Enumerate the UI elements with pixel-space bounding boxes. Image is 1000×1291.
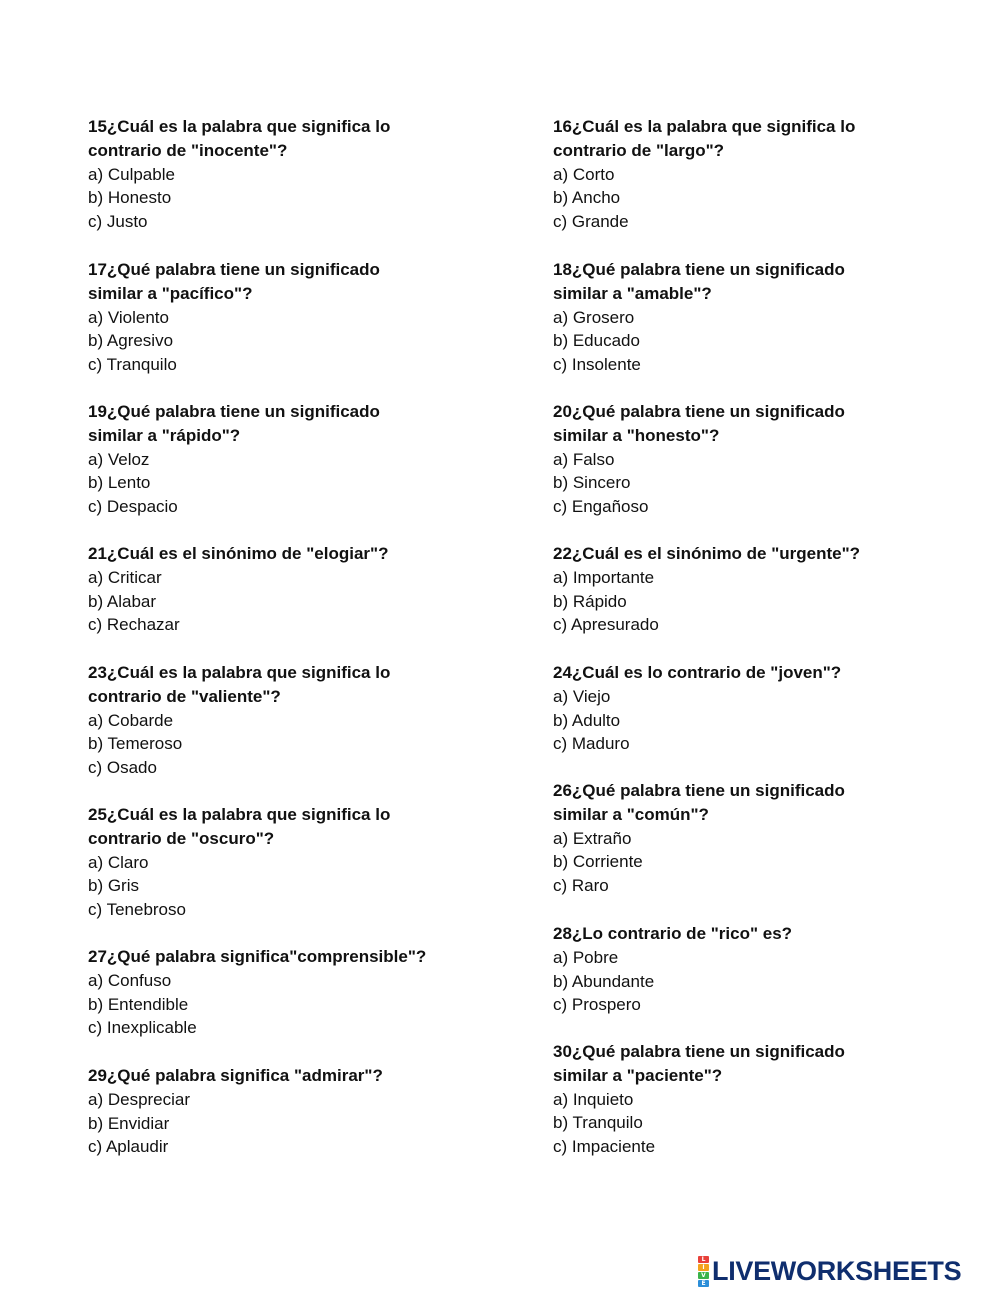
answer-option: c) Impaciente xyxy=(553,1137,656,1157)
answer-option: c) Maduro xyxy=(553,734,630,754)
answer-option: b) Rápido xyxy=(553,591,627,611)
answer-option: a) Extraño xyxy=(553,828,632,848)
question-text: 26¿Qué palabra tiene un significado xyxy=(553,781,845,800)
liveworksheets-logo xyxy=(698,1257,961,1285)
answer-option: c) Insolente xyxy=(553,355,641,375)
logo-block-v: V xyxy=(698,1272,709,1279)
question-text: 19¿Qué palabra tiene un significado xyxy=(88,402,380,421)
answer-option: c) Despacio xyxy=(88,497,178,517)
answer-option: c) Grande xyxy=(553,212,629,232)
answer-option: a) Grosero xyxy=(553,307,635,327)
question-block xyxy=(553,115,973,234)
question-text: 28¿Lo contrario de "rico" es? xyxy=(553,924,793,943)
answer-option: b) Adulto xyxy=(553,710,621,730)
question-text: similar a "rápido"? xyxy=(88,425,241,445)
question-block xyxy=(553,661,973,756)
question-block xyxy=(553,542,973,637)
question-block xyxy=(88,661,508,780)
answer-option: b) Abundante xyxy=(553,971,655,991)
answer-option: b) Corriente xyxy=(553,852,643,872)
question-text: similar a "amable"? xyxy=(553,283,712,303)
question-text: 15¿Cuál es la palabra que significa lo xyxy=(88,117,391,136)
question-block xyxy=(553,922,973,1017)
answer-option: a) Culpable xyxy=(88,164,175,184)
answer-option: a) Claro xyxy=(88,852,149,872)
answer-option: c) Justo xyxy=(88,212,148,232)
answer-option: b) Lento xyxy=(88,473,151,493)
question-block xyxy=(88,803,508,922)
question-text: similar a "común"? xyxy=(553,804,709,824)
answer-option: c) Aplaudir xyxy=(88,1137,169,1157)
answer-option: b) Gris xyxy=(88,876,139,896)
answer-option: b) Educado xyxy=(553,331,640,351)
logo-text: LIVEWORKSHEETS xyxy=(712,1255,962,1286)
answer-option: a) Falso xyxy=(553,449,615,469)
question-block xyxy=(553,258,973,377)
answer-option: b) Temeroso xyxy=(88,734,183,754)
question-block xyxy=(88,542,508,637)
question-block xyxy=(88,115,508,234)
question-text: 17¿Qué palabra tiene un significado xyxy=(88,260,380,279)
question-text: similar a "honesto"? xyxy=(553,425,720,445)
answer-option: c) Apresurado xyxy=(553,615,659,635)
question-block xyxy=(88,400,508,519)
question-block xyxy=(88,945,508,1040)
answer-option: b) Alabar xyxy=(88,591,157,611)
question-text: 23¿Cuál es la palabra que significa lo xyxy=(88,663,391,682)
answer-option: c) Inexplicable xyxy=(88,1018,197,1038)
question-text: 29¿Qué palabra significa "admirar"? xyxy=(88,1066,383,1085)
question-text: 21¿Cuál es el sinónimo de "elogiar"? xyxy=(88,544,389,563)
answer-option: a) Criticar xyxy=(88,567,162,587)
answer-option: b) Envidiar xyxy=(88,1113,170,1133)
answer-option: a) Importante xyxy=(553,567,655,587)
answer-option: a) Confuso xyxy=(88,970,172,990)
answer-option: a) Cobarde xyxy=(88,710,174,730)
question-text: 20¿Qué palabra tiene un significado xyxy=(553,402,845,421)
question-text: 22¿Cuál es el sinónimo de "urgente"? xyxy=(553,544,861,563)
question-text: contrario de "valiente"? xyxy=(88,686,281,706)
answer-option: a) Veloz xyxy=(88,449,150,469)
answer-option: b) Entendible xyxy=(88,994,189,1014)
logo-block-i: I xyxy=(698,1264,709,1271)
answer-option: a) Despreciar xyxy=(88,1089,191,1109)
liveworksheets-logo-icon xyxy=(698,1256,709,1287)
logo-block-l: L xyxy=(698,1256,709,1263)
question-text: 16¿Cuál es la palabra que significa lo xyxy=(553,117,856,136)
answer-option: c) Tranquilo xyxy=(88,355,177,375)
answer-option: b) Honesto xyxy=(88,188,172,208)
answer-option: a) Viejo xyxy=(553,686,611,706)
question-text: 25¿Cuál es la palabra que significa lo xyxy=(88,805,391,824)
question-block xyxy=(88,258,508,377)
question-text: contrario de "largo"? xyxy=(553,140,725,160)
question-text: similar a "paciente"? xyxy=(553,1065,723,1085)
question-block xyxy=(553,1040,973,1159)
question-text: similar a "pacífico"? xyxy=(88,283,253,303)
answer-option: a) Inquieto xyxy=(553,1089,634,1109)
question-text: 30¿Qué palabra tiene un significado xyxy=(553,1042,845,1061)
question-text: contrario de "inocente"? xyxy=(88,140,288,160)
question-text: 18¿Qué palabra tiene un significado xyxy=(553,260,845,279)
answer-option: a) Pobre xyxy=(553,947,619,967)
answer-option: a) Violento xyxy=(88,307,169,327)
answer-option: c) Engañoso xyxy=(553,497,649,517)
question-block xyxy=(88,1064,508,1159)
question-text: 27¿Qué palabra significa"comprensible"? xyxy=(88,947,427,966)
question-text: 24¿Cuál es lo contrario de "joven"? xyxy=(553,663,842,682)
answer-option: b) Tranquilo xyxy=(553,1113,643,1133)
question-text: contrario de "oscuro"? xyxy=(88,828,275,848)
answer-option: c) Osado xyxy=(88,758,157,778)
answer-option: c) Rechazar xyxy=(88,615,180,635)
answer-option: a) Corto xyxy=(553,164,615,184)
answer-option: b) Sincero xyxy=(553,473,631,493)
answer-option: b) Ancho xyxy=(553,188,621,208)
question-block xyxy=(553,400,973,519)
answer-option: b) Agresivo xyxy=(88,331,174,351)
question-block xyxy=(553,779,973,898)
answer-option: c) Prospero xyxy=(553,995,641,1015)
logo-block-e: E xyxy=(698,1280,709,1287)
answer-option: c) Tenebroso xyxy=(88,900,186,920)
answer-option: c) Raro xyxy=(553,876,609,896)
